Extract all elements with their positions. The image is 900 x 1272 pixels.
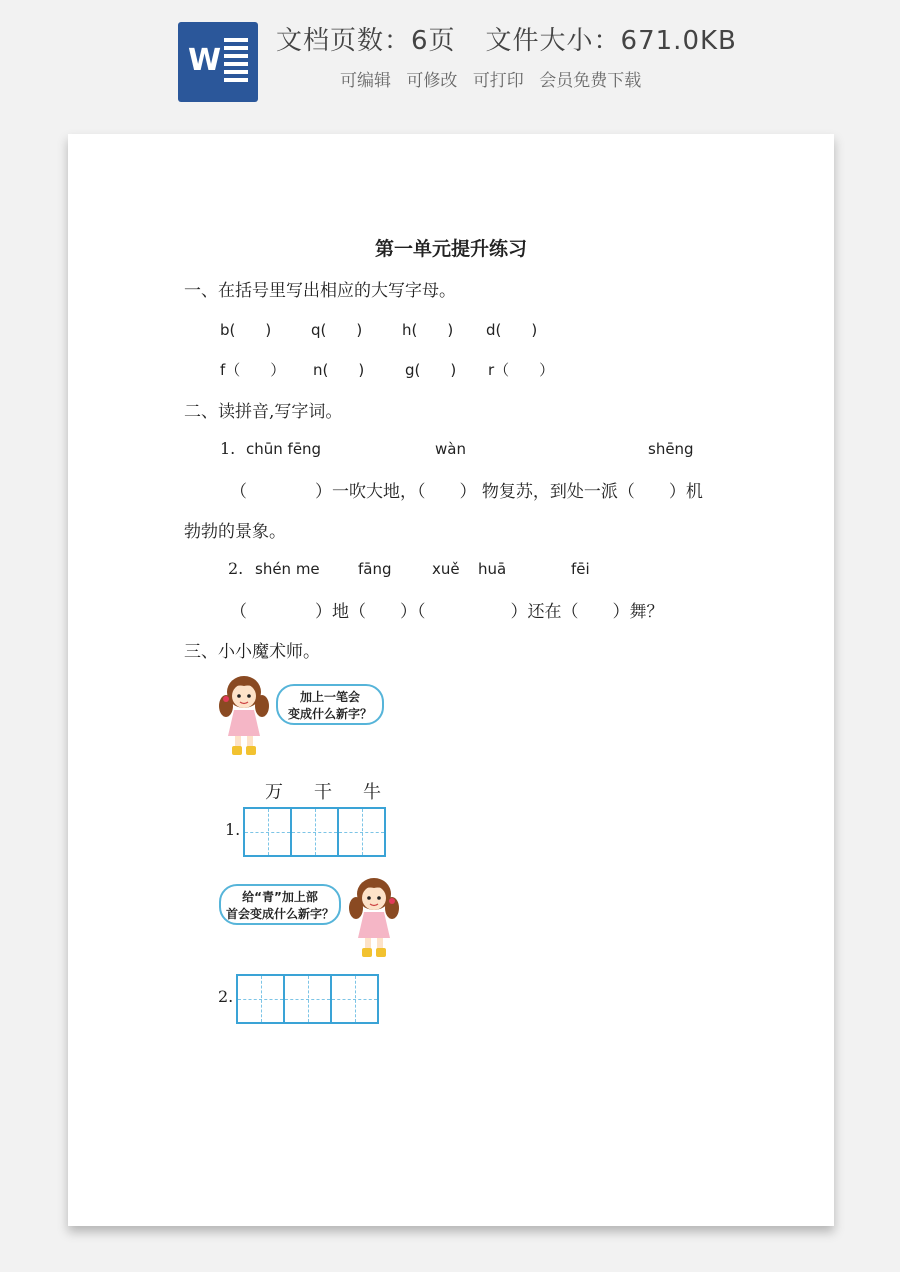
header-banner (0, 0, 900, 120)
grid-2-cell[interactable] (285, 976, 332, 1022)
speech-bubble-1 (276, 684, 384, 725)
letter-b: b( ) (220, 321, 272, 339)
document-page (68, 134, 834, 1226)
q2-pinyin-5: fēi (571, 560, 590, 578)
feature-list (340, 66, 651, 91)
bubble-2-line-1: 给“青”加上部 (242, 890, 318, 904)
page-count: 文档页数：6页 (276, 26, 456, 56)
q1-pinyin-3: shēng (648, 440, 694, 458)
speech-bubble-2 (219, 884, 341, 925)
writing-grid-1 (243, 807, 386, 857)
q1-number: 1. (220, 439, 236, 458)
q2-pinyin-4: huā (478, 560, 507, 578)
letter-d: d( ) (486, 321, 538, 339)
header-title (276, 20, 737, 57)
letter-h: h( ) (402, 321, 454, 339)
section-3-heading: 三、小小魔术师。 (184, 642, 320, 662)
letter-q: q( ) (311, 321, 363, 339)
cartoon-girl-icon (346, 874, 402, 962)
letter-g: g( ) (405, 361, 457, 379)
q2-sentence: （ ）地（ ）（ ）还在（ ）舞？ (230, 602, 664, 622)
section-2-heading: 二、读拼音,写字词。 (184, 402, 343, 422)
q2-pinyin-3: xuě (432, 560, 460, 578)
bubble-1-line-2: 变成什么新字？ (287, 707, 372, 721)
q1-sentence-line-2: 勃勃的景象。 (184, 522, 286, 542)
q1-pinyin-1: chūn fēng (246, 440, 322, 458)
bubble-1-line-1: 加上一笔会 (299, 690, 360, 704)
cartoon-girl-icon (216, 672, 272, 760)
q2-pinyin-1: shén me (255, 560, 320, 578)
letter-r: r（ ） (488, 361, 555, 379)
writing-grid-2 (236, 974, 379, 1024)
grid-1-label: 1. (225, 820, 241, 839)
feature-modifiable: 可修改 (406, 71, 458, 91)
section-1-heading: 一、在括号里写出相应的大写字母。 (184, 281, 456, 301)
feature-printable: 可打印 (472, 71, 524, 91)
grid-1-cell[interactable] (339, 809, 384, 855)
q2-pinyin-2: fāng (358, 560, 392, 578)
grid-1-cell[interactable] (245, 809, 292, 855)
q2-number: 2. (228, 559, 244, 578)
char-gan: 干 (314, 782, 332, 803)
document-title: 第一单元提升练习 (374, 238, 527, 260)
grid-1-cell[interactable] (292, 809, 339, 855)
char-wan: 万 (265, 782, 283, 803)
bubble-2-line-2: 首会变成什么新字？ (225, 907, 334, 921)
word-document-icon: W (178, 22, 258, 102)
letter-n: n( ) (313, 361, 365, 379)
q1-pinyin-2: wàn (435, 440, 466, 458)
grid-2-cell[interactable] (332, 976, 377, 1022)
grid-2-label: 2. (218, 987, 234, 1006)
feature-editable: 可编辑 (340, 71, 391, 91)
grid-2-cell[interactable] (238, 976, 285, 1022)
file-size: 文件大小：671.0KB (485, 26, 737, 56)
q1-sentence-line-1: （ ）一吹大地，（ ） 物复苏，到处一派（ ）机 (230, 482, 703, 502)
char-niu: 牛 (363, 782, 381, 803)
letter-f: f（ ） (220, 361, 286, 379)
feature-member-download: 会员免费下载 (539, 71, 642, 91)
